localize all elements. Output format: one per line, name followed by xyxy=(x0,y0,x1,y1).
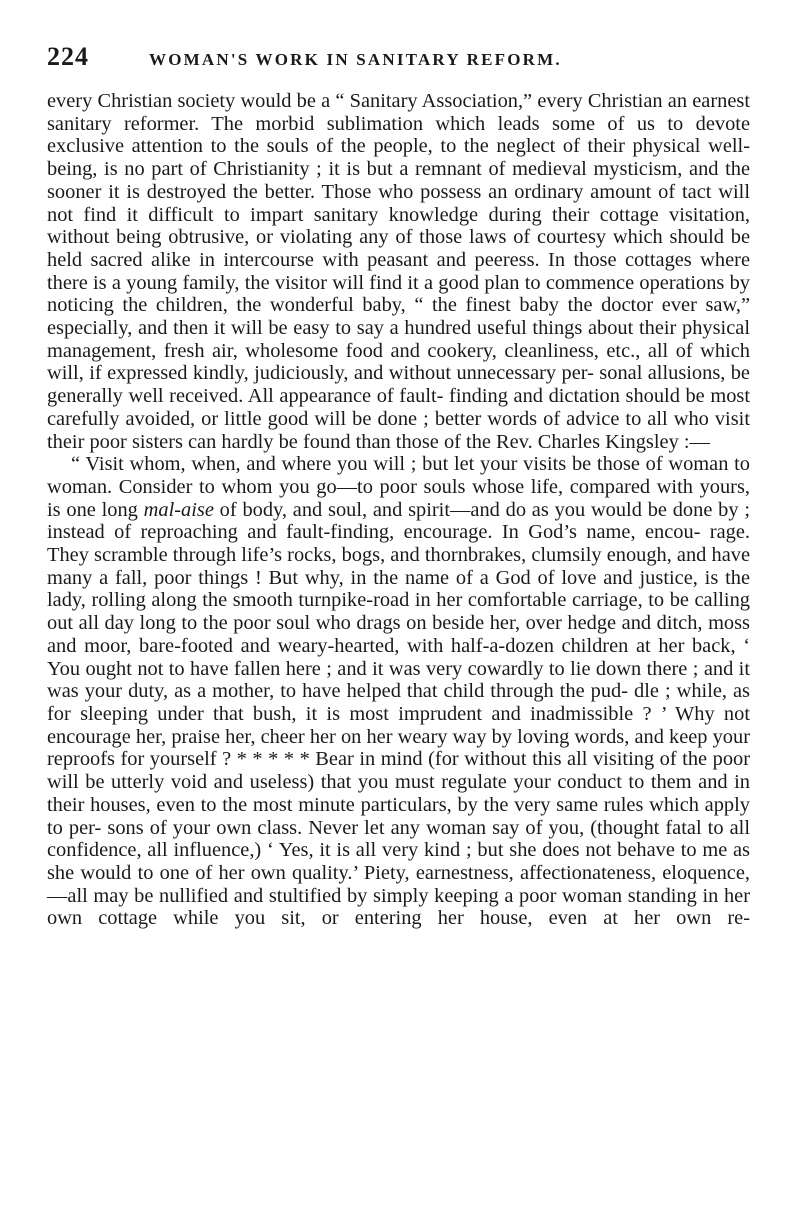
book-page xyxy=(47,42,750,930)
quotation-text-part-1: “ Visit whom, when, and where you will ; but let your visits be those of woman to woman. Consider to whom you go—to poor souls whose life, compared with yours, is one long xyxy=(47,453,750,521)
page-header xyxy=(47,42,750,78)
running-head: WOMAN'S WORK IN SANITARY REFORM. xyxy=(149,50,562,69)
body-text xyxy=(47,90,750,930)
quotation-text-part-2: of body, and soul, and spirit—and do as you would be done by ; instead of reproaching and fault-finding, encourage. In God’s name, encou- rage. They scramble through life’s rocks, bogs, and thornbrakes, clumsily enough, and have many a fall, poor things ! But why, in the name of a God of love and justice, is the lady, rolling along the smooth turnpike-road in her comfortable carriage, to be calling out all day long to the poor soul who drags on beside her, over hedge and ditch, moss and moor, bare-footed and weary-hearted, with half-a-dozen children at her back, ‘ You ought not to have fallen here ; and it was very cowardly to lie down there ; and it was your duty, as a mother, to have helped that child through the pud- dle ; while, as for sleeping under that bush, it is most imprudent and inadmissible ? ’ Why not encourage her, praise her, cheer her on her weary way by loving words, and keep your reproofs for yourself ? * * * * * Bear in mind (for without this all visiting of the poor will be utterly void and useless) that you must regulate your conduct to them and in their houses, even to the most minute particulars, by the very same rules which apply to per- sons of your own class. Never let any woman say of you, (thought fatal to all confidence, all influence,) ‘ Yes, it is all very kind ; but she does not behave to me as she would to one of her own quality.’ Piety, earnestness, affectionateness, eloquence,—all may be nullified and stultified by simply keeping a poor woman standing in her own cottage while you sit, or entering her house, even at her own re- xyxy=(47,498,750,930)
italic-phrase: mal-aise xyxy=(143,498,214,521)
paragraph-1: every Christian society would be a “ Sanitary Association,” every Christian an earnest sanitary reformer. The morbid sublimation which leads some of us to devote exclusive attention to the souls of the people, to the neglect of their physical well-being, is no part of Christianity ; it is but a remnant of medieval mysticism, and the sooner it is destroyed the better. Those who possess an ordinary amount of tact will not find it difficult to impart sanitary knowledge during their cottage visitation, without being obtrusive, or violating any of those laws of courtesy which should be held sacred alike in intercourse with peasant and peeress. In those cottages where there is a young family, the visitor will find it a good plan to commence operations by noticing the children, the wonderful baby, “ the finest baby the doctor ever saw,” especially, and then it will be easy to say a hundred useful things about their physical management, fresh air, wholesome food and cookery, cleanliness, etc., all of which will, if expressed kindly, judiciously, and without unnecessary per- sonal allusions, be generally well received. All appearance of fault- finding and dictation should be most carefully avoided, or little good will be done ; better words of advice to all who visit their poor sisters can hardly be found than those of the Rev. Charles Kingsley :— xyxy=(47,90,750,453)
page-number: 224 xyxy=(47,42,89,71)
paragraph-2-quotation xyxy=(47,453,750,930)
